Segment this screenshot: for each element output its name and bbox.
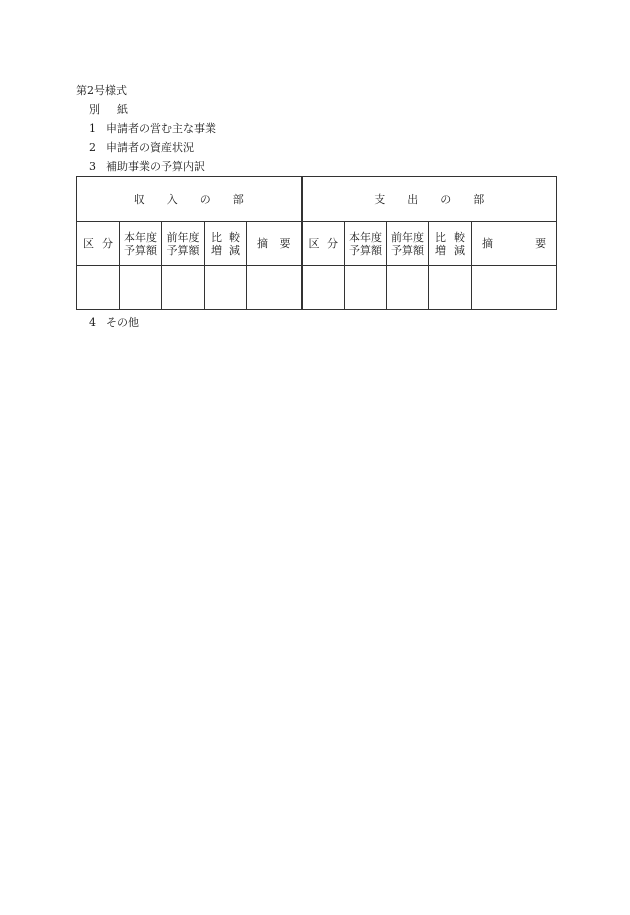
expense-comparison-cell	[429, 266, 472, 310]
income-previous-year-cell	[162, 266, 205, 310]
table-row	[77, 266, 557, 310]
expense-section-header	[302, 177, 557, 222]
expense-current-year-header: 本年度 予算額	[345, 222, 387, 266]
item-text: 申請者の営む主な事業	[106, 122, 216, 135]
income-current-year-header: 本年度 予算額	[120, 222, 162, 266]
expense-summary-header: 摘 要	[472, 222, 557, 266]
budget-table	[76, 176, 557, 310]
income-comparison-header: 比 較 増 減	[205, 222, 247, 266]
list-item	[89, 122, 216, 136]
expense-previous-year-cell	[387, 266, 429, 310]
income-header-label: 収入の部	[133, 192, 266, 206]
income-comparison-cell	[205, 266, 247, 310]
income-summary-cell	[247, 266, 302, 310]
item-text: 補助事業の予算内訳	[106, 160, 205, 173]
item-number: 3	[89, 160, 96, 173]
income-category-cell	[77, 266, 120, 310]
item-number: 2	[89, 141, 96, 154]
expense-category-header: 区 分	[302, 222, 345, 266]
item-number: 4	[89, 316, 96, 329]
form-title: 第2号様式	[76, 84, 127, 97]
expense-summary-cell	[472, 266, 557, 310]
attachment-subtitle: 別 紙	[89, 103, 131, 116]
item-number: 1	[89, 122, 96, 135]
item-text: その他	[106, 316, 139, 329]
income-summary-header: 摘 要	[247, 222, 302, 266]
list-item	[89, 141, 194, 155]
income-section-header	[77, 177, 302, 222]
income-previous-year-header: 前年度 予算額	[162, 222, 205, 266]
expense-current-year-cell	[345, 266, 387, 310]
expense-previous-year-header: 前年度 予算額	[387, 222, 429, 266]
list-item	[89, 316, 139, 330]
list-item	[89, 160, 205, 174]
item-text: 申請者の資産状況	[106, 141, 194, 154]
expense-category-cell	[302, 266, 345, 310]
expense-comparison-header: 比 較 増 減	[429, 222, 472, 266]
expense-header-label: 支出の部	[374, 192, 507, 206]
income-current-year-cell	[120, 266, 162, 310]
income-category-header: 区 分	[77, 222, 120, 266]
